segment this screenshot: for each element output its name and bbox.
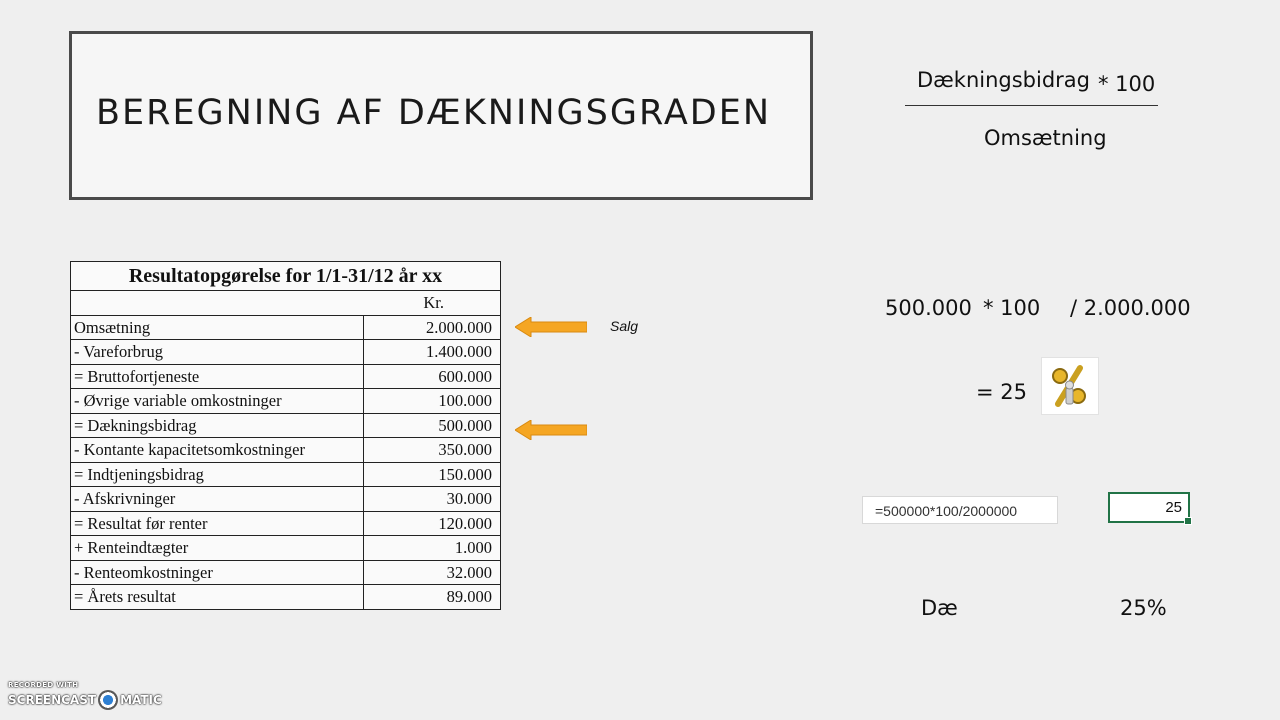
table-row [71,438,501,463]
calc-multiplier: * 100 [983,296,1041,320]
formula-bar: =500000*100/2000000 [862,496,1058,524]
statement-title: Resultatopgørelse for 1/1-31/12 år xx [71,262,501,291]
row-value: 350.000 [364,438,501,463]
table-row [71,536,501,561]
table-row [71,585,501,610]
row-value: 150.000 [364,462,501,487]
statement-currency-row [71,291,501,316]
fraction-line [905,105,1158,106]
row-value: 89.000 [364,585,501,610]
selected-cell [1108,492,1190,523]
arrow-left-icon [515,317,587,337]
table-row [71,560,501,585]
row-value: 1.400.000 [364,340,501,365]
row-value: 30.000 [364,487,501,512]
slide-title-box [69,31,813,200]
row-value: 500.000 [364,413,501,438]
table-row [71,462,501,487]
row-value: 600.000 [364,364,501,389]
statement-title-row [71,262,501,291]
table-row [71,487,501,512]
row-label: = Bruttofortjeneste [71,364,364,389]
screencast-watermark [8,681,162,710]
table-row [71,389,501,414]
row-label: + Renteindtægter [71,536,364,561]
row-label: = Indtjeningsbidrag [71,462,364,487]
row-label: - Øvrige variable omkostninger [71,389,364,414]
row-label: - Vareforbrug [71,340,364,365]
fill-handle-icon [1184,517,1192,525]
row-value: 120.000 [364,511,501,536]
row-label: = Årets resultat [71,585,364,610]
conclusion-left: Dæ [921,596,958,620]
formula-numerator: Dækningsbidrag [917,68,1091,92]
formula-denominator: Omsætning [984,126,1107,150]
screencast-logo-icon [98,690,118,710]
row-label: - Kontante kapacitetsomkostninger [71,438,364,463]
slide-title: BEREGNING AF DÆKNINGSGRADEN [96,93,772,133]
watermark-right: MATIC [120,693,162,707]
row-value: 1.000 [364,536,501,561]
table-row [71,340,501,365]
row-value: 100.000 [364,389,501,414]
watermark-left: SCREENCAST [8,693,97,707]
formula-multiplier: * 100 [1098,72,1156,96]
income-statement-table [70,261,501,610]
row-label: Omsætning [71,315,364,340]
cell-value: 25 [1165,499,1182,516]
percent-icon [1041,357,1099,415]
row-label: - Renteomkostninger [71,560,364,585]
watermark-recorded-with: RECORDED WITH [8,681,79,689]
row-label: = Dækningsbidrag [71,413,364,438]
currency-header: Kr. [71,291,501,316]
calc-value-a: 500.000 [885,296,972,320]
conclusion-right: 25% [1120,596,1167,620]
row-value: 2.000.000 [364,315,501,340]
table-row [71,511,501,536]
row-value: 32.000 [364,560,501,585]
calc-result: = 25 [976,380,1027,404]
table-row [71,315,501,340]
table-row [71,364,501,389]
row-label: - Afskrivninger [71,487,364,512]
salg-label: Salg [610,318,639,334]
row-label: = Resultat før renter [71,511,364,536]
arrow-left-icon [515,420,587,440]
table-row [71,413,501,438]
calc-divisor: / 2.000.000 [1070,296,1191,320]
